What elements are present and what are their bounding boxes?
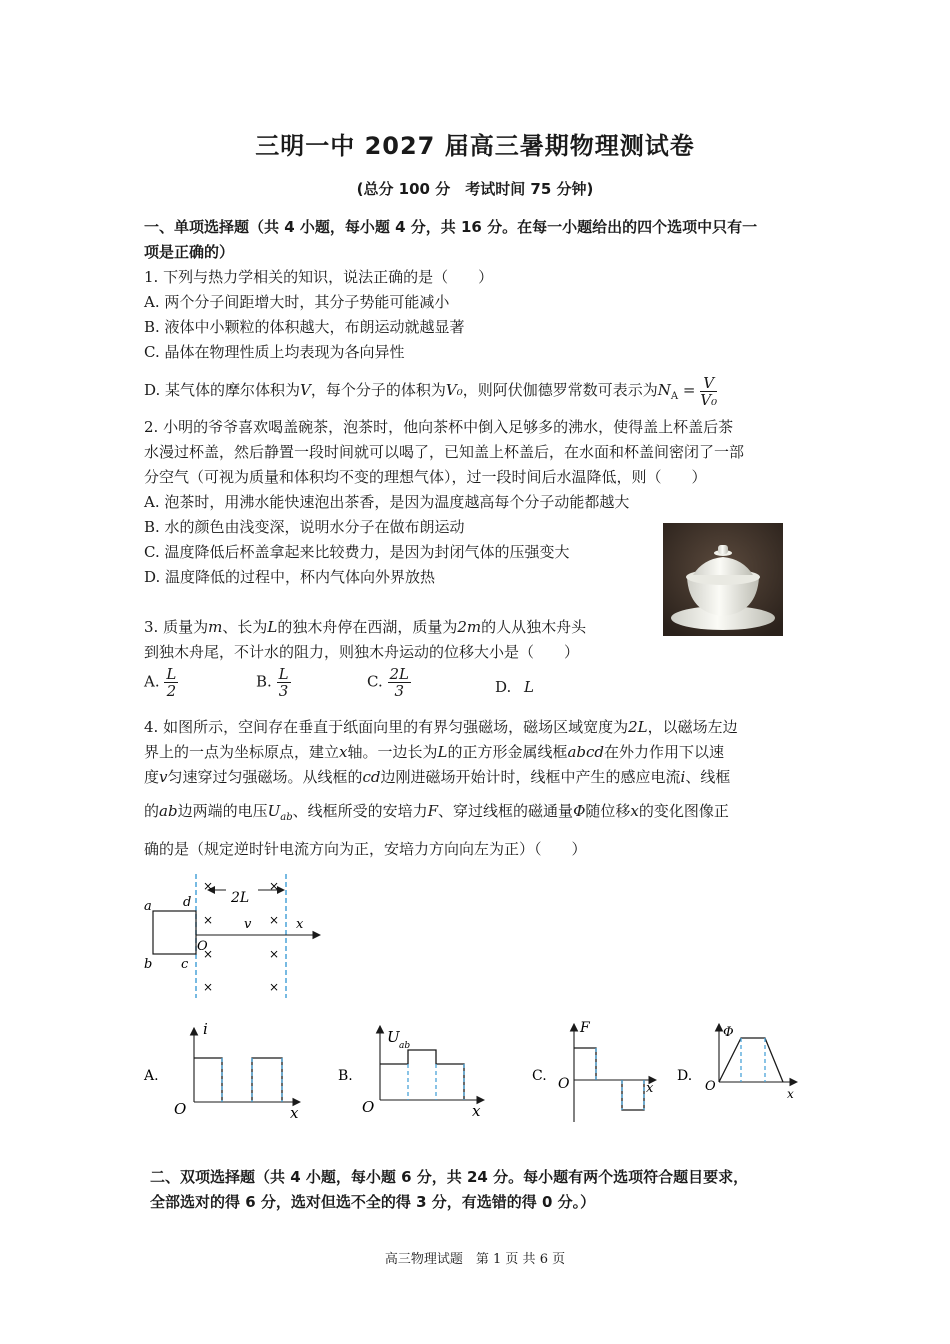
q4-text: 界上的一点为坐标原点，建立 (144, 743, 340, 761)
q3-a-num: L (166, 665, 177, 683)
graph-d-option-label: D. (677, 1068, 693, 1084)
q3-option-b (256, 666, 291, 699)
vertex-a-label: a (144, 899, 152, 914)
q3-var-l: L (267, 618, 278, 636)
q3-option-c-label: C. (367, 672, 383, 691)
q4-var: Φ (573, 802, 586, 820)
q4-var: cd (362, 768, 381, 786)
q3-option-b-label: B. (256, 672, 272, 691)
q4-graph-b (334, 1018, 504, 1123)
graph-d-flux-curve (719, 1038, 783, 1082)
q2-option-c: C. 温度降低后杯盖拿起来比较费力，是因为封闭气体的压强变大 (144, 543, 570, 561)
graph-c-force-negative (622, 1080, 644, 1110)
q3-option-d-value: L (524, 678, 535, 696)
exam-title: 三明一中 2027 届高三暑期物理测试卷 (255, 132, 695, 160)
q4-stem-line4 (144, 800, 729, 829)
q4-graph-d (675, 1018, 805, 1108)
square-wire-frame (153, 911, 196, 954)
graph-c-origin: O (558, 1076, 570, 1092)
q3-option-c-fraction (388, 666, 412, 699)
q4-magnetic-field-diagram (140, 868, 340, 1003)
field-cross: × (203, 947, 214, 961)
section1-heading-line2: 项是正确的） (144, 243, 235, 261)
q1-option-c: C. 晶体在物理性质上均表现为各向异性 (144, 343, 405, 361)
q1-d-fraction (700, 375, 717, 408)
q3-c-num: 2L (389, 665, 410, 683)
q3-var-m: m (208, 618, 223, 636)
q4-text: 匀速穿过匀强磁场。从线框的 (167, 768, 363, 786)
q4-stem-line3 (144, 766, 730, 788)
q4-var: L (437, 743, 448, 761)
graph-a-x-label: x (290, 1104, 299, 1122)
graph-b-x-label: x (472, 1102, 481, 1120)
q4-text: 随位移 (585, 802, 631, 820)
q4-graph-a (140, 1018, 310, 1123)
q4-text: 、线框所受的安培力 (292, 802, 428, 820)
q3-text: 、长为 (222, 618, 268, 636)
graph-d-x-label: x (787, 1087, 794, 1101)
q4-graph-c (528, 1018, 668, 1128)
field-cross: × (269, 947, 280, 961)
vertex-c-label: c (181, 957, 189, 972)
q3-option-b-fraction (277, 666, 291, 699)
graph-a-origin: O (174, 1100, 187, 1118)
page-footer: 高三物理试题 第 1 页 共 6 页 (384, 1252, 566, 1267)
graph-b-y-label: U (387, 1028, 400, 1046)
q3-c-den: 3 (394, 682, 405, 700)
graph-c-x-label: x (646, 1081, 654, 1096)
section1-heading-line1: 一、单项选择题（共 4 小题，每小题 4 分，共 16 分。在每一小题给出的四个选项中只有一 (144, 218, 758, 236)
q1-d-text: ，则阿伏伽德罗常数可表示为 (462, 381, 658, 399)
graph-b-voltage-curve (380, 1050, 464, 1100)
graph-b-option-label: B. (338, 1068, 353, 1084)
q1-d-text: ，每个分子的体积为 (310, 381, 446, 399)
q2-option-b: B. 水的颜色由浅变深，说明水分子在做布朗运动 (144, 518, 465, 536)
field-cross: × (269, 913, 280, 927)
graph-d-origin: O (705, 1079, 716, 1094)
vertex-d-label: d (183, 895, 192, 910)
q3-a-den: 2 (166, 682, 177, 700)
q4-text: 的变化图像正 (638, 802, 729, 820)
q3-stem-line1 (144, 616, 586, 638)
origin-label: O (197, 939, 208, 954)
x-axis-label: x (296, 917, 304, 932)
q2-stem-line1: 2. 小明的爷爷喜欢喝盖碗茶，泡茶时，他向茶杯中倒入足够多的沸水，使得盖上杯盖后茶 (144, 418, 734, 436)
q1-option-d (144, 374, 717, 413)
q4-var: F (427, 802, 439, 820)
q4-stem-line2 (144, 741, 724, 763)
q4-var: ab (159, 802, 178, 820)
section2-heading-line1: 二、双项选择题（共 4 小题，每小题 6 分，共 24 分。每小题有两个选项符合题目要求， (150, 1168, 749, 1186)
q1-d-var-v: V (300, 381, 311, 399)
q4-text: 轴。一边长为 (347, 743, 438, 761)
q1-d-num: V (700, 375, 717, 392)
exam-subtitle: (总分 100 分 考试时间 75 分钟) (356, 180, 594, 198)
q4-var: abcd (567, 743, 605, 761)
graph-a-pulse-2 (252, 1058, 282, 1102)
q4-var: x (339, 743, 348, 761)
q4-text: 的正方形金属线框 (447, 743, 568, 761)
graph-b-origin: O (362, 1098, 375, 1116)
q4-var: U (267, 802, 281, 820)
field-cross: × (203, 913, 214, 927)
q4-stem-line1 (144, 716, 738, 738)
q4-var: 2L (628, 718, 648, 736)
field-cross: × (269, 980, 280, 994)
q4-var: i (680, 768, 686, 786)
q3-stem-line2: 到独木舟尾，不计水的阻力，则独木舟运动的位移大小是（ ） (144, 643, 580, 661)
q4-text: ，以磁场左边 (647, 718, 738, 736)
field-cross: × (269, 879, 280, 893)
graph-a-option-label: A. (144, 1068, 159, 1084)
q4-text: 的 (144, 802, 160, 820)
graph-a-pulse-1 (194, 1058, 222, 1102)
q4-text: 边两端的电压 (177, 802, 268, 820)
q2-option-d: D. 温度降低的过程中，杯内气体向外界放热 (144, 568, 436, 586)
field-cross: × (203, 879, 214, 893)
graph-a-y-label: i (203, 1020, 208, 1038)
graph-d-y-label: Φ (723, 1025, 734, 1040)
q4-text: 边刚进磁场开始计时，线框中产生的感应电流 (380, 768, 681, 786)
q3-text: 的人从独木舟头 (481, 618, 587, 636)
q3-option-c (367, 666, 411, 699)
q1-d-var-v0: V₀ (445, 381, 463, 399)
q3-b-den: 3 (278, 682, 289, 700)
q4-text: 度 (144, 768, 160, 786)
q1-stem: 1. 下列与热力学相关的知识，说法正确的是（ ） (144, 268, 494, 286)
q3-option-a-fraction (164, 666, 178, 699)
q1-d-den: V₀ (700, 390, 718, 409)
q3-text: 3. 质量为 (144, 618, 209, 636)
q4-var-sub: ab (280, 812, 293, 823)
q1-d-var-na-sub: A (670, 391, 679, 402)
q1-option-a: A. 两个分子间距增大时，其分子势能可能减小 (144, 293, 450, 311)
graph-c-force-positive (574, 1048, 596, 1080)
q4-stem-line5: 确的是（规定逆时针电流方向为正，安培力方向向左为正）（ ） (144, 840, 587, 858)
q4-text: 、线框 (685, 768, 731, 786)
gaiwan-teacup-image (663, 523, 783, 636)
q2-option-a: A. 泡茶时，用沸水能快速泡出茶香，是因为温度越高每个分子动能都越大 (144, 493, 630, 511)
q3-option-a (144, 666, 178, 699)
q3-option-d-label: D. (495, 678, 512, 696)
graph-c-option-label: C. (532, 1068, 547, 1084)
q4-text: 、穿过线框的磁通量 (438, 802, 574, 820)
q3-option-d (495, 678, 534, 696)
q3-b-num: L (278, 665, 289, 683)
q3-option-a-label: A. (144, 672, 160, 691)
q1-d-eq: = (678, 381, 696, 399)
q2-stem-line3: 分空气（可视为质量和体积均不变的理想气体），过一段时间后水温降低，则（ ） (144, 468, 707, 486)
q3-text: 的独木舟停在西湖，质量为 (277, 618, 458, 636)
velocity-label: v (244, 917, 252, 932)
q3-var-2m: 2m (457, 618, 482, 636)
q1-option-b: B. 液体中小颗粒的体积越大，布朗运动就越显著 (144, 318, 465, 336)
field-cross: × (203, 980, 214, 994)
q4-var: x (630, 802, 639, 820)
q2-stem-line2: 水漫过杯盖，然后静置一段时间就可以喝了，已知盖上杯盖后，在水面和杯盖间密闭了一部 (144, 443, 745, 461)
q4-text: 在外力作用下以速 (604, 743, 725, 761)
section2-heading-line2: 全部选对的得 6 分，选对但选不全的得 3 分，有选错的得 0 分。） (150, 1193, 596, 1211)
q1-d-var-na: N (657, 381, 671, 399)
width-label: 2L (231, 890, 250, 906)
q4-var: v (159, 768, 168, 786)
q1-d-text: D. 某气体的摩尔体积为 (144, 381, 301, 399)
vertex-b-label: b (144, 957, 153, 972)
graph-c-y-label: F (580, 1020, 590, 1036)
q4-text: 4. 如图所示，空间存在垂直于纸面向里的有界匀强磁场，磁场区域宽度为 (144, 718, 629, 736)
graph-b-y-sub: ab (399, 1041, 411, 1051)
